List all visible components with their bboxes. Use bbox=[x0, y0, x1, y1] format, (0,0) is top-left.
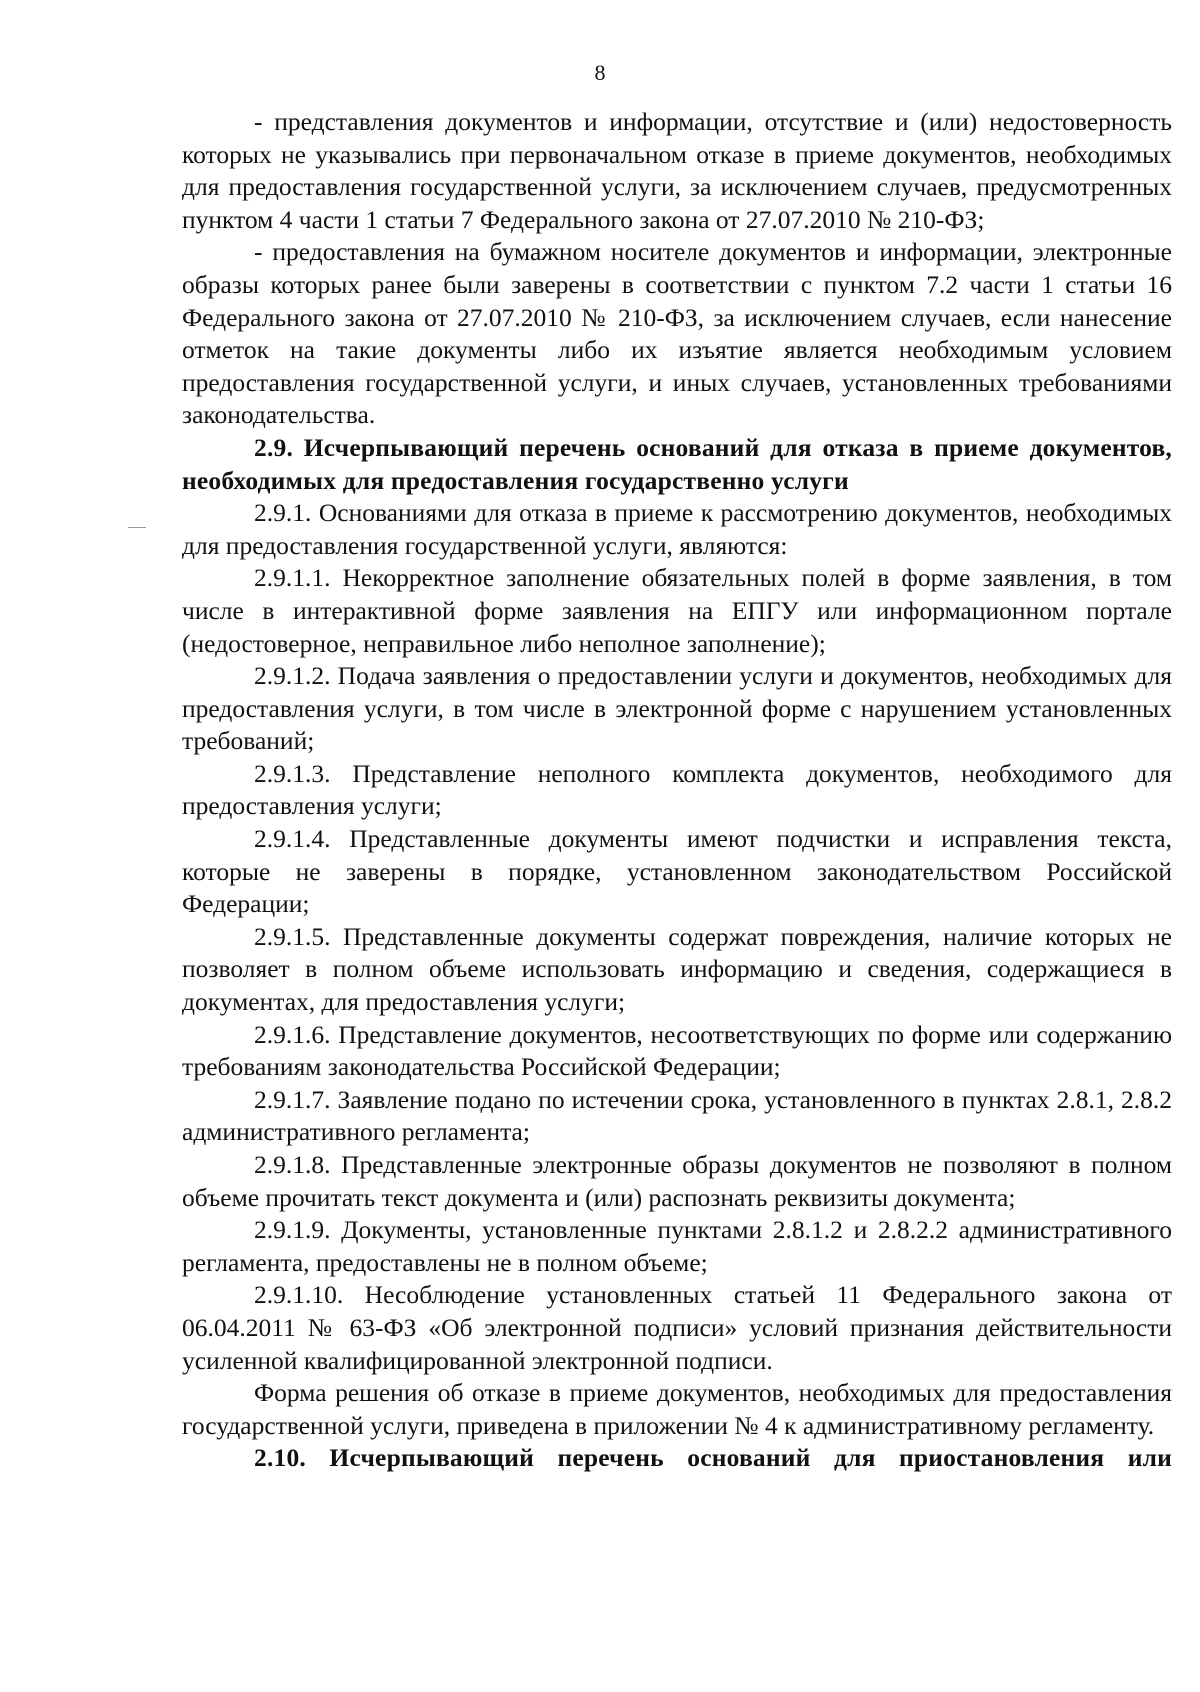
paragraph-2-9-1-7: 2.9.1.7. Заявление подано по истечении срока, установленного в пунктах 2.8.1, 2.8.2 административного регламента; bbox=[182, 1084, 1172, 1147]
paragraph-dash-2: - предоставления на бумажном носителе документов и информации, электронные образы которых ранее были заверены в соответствии с пунктом 7.2 части 1 статьи 16 Федерального закона от 27.07.2010 № 210-ФЗ, за исключением случаев, если нанесение отметок на такие документы либо их изъятие является необходимым условием предоставления государственной услуги, и иных случаев, установленных требованиями законодательства. bbox=[182, 237, 1172, 430]
paragraph-2-9-1-2: 2.9.1.2. Подача заявления о предоставлении услуги и документов, необходимых для предоставления услуги, в том числе в электронной форме с нарушением установленных требований; bbox=[182, 661, 1172, 756]
page-number: 8 bbox=[594, 60, 606, 85]
section-heading-2-10: 2.10. Исчерпывающий перечень оснований для приостановления или bbox=[254, 1443, 1172, 1473]
paragraph-2-9-1-3: 2.9.1.3. Представление неполного комплекта документов, необходимого для предоставления услуги; bbox=[182, 758, 1172, 821]
margin-mark bbox=[128, 527, 146, 528]
paragraph-2-9-1-4: 2.9.1.4. Представленные документы имеют подчистки и исправления текста, которые не заверены в порядке, установленном законодательством Российской Федерации; bbox=[182, 824, 1172, 919]
paragraph-2-9-1-1: 2.9.1.1. Некорректное заполнение обязательных полей в форме заявления, в том числе в интерактивной форме заявления на ЕПГУ или информационном портале (недостоверное, неправильное либо неполное заполнение); bbox=[182, 563, 1172, 658]
paragraph-2-9-1: 2.9.1. Основаниями для отказа в приеме к рассмотрению документов, необходимых для предоставления государственной услуги, являются: bbox=[182, 498, 1172, 560]
paragraph-2-9-1-8: 2.9.1.8. Представленные электронные образы документов не позволяют в полном объеме прочитать текст документа и (или) распознать реквизиты документа; bbox=[182, 1150, 1172, 1212]
paragraph-2-9-1-9: 2.9.1.9. Документы, установленные пунктами 2.8.1.2 и 2.8.2.2 административного регламента, предоставлены не в полном объеме; bbox=[182, 1215, 1172, 1277]
paragraph-2-9-1-5: 2.9.1.5. Представленные документы содержат повреждения, наличие которых не позволяет в полном объеме использовать информацию и сведения, содержащиеся в документах, для предоставления услуги; bbox=[182, 921, 1172, 1017]
document-body bbox=[182, 106, 1172, 1475]
paragraph-dash-1: - представления документов и информации, отсутствие и (или) недостоверность которых не указывались при первоначальном отказе в приеме документов, необходимых для предоставления государственной услуги, за исключением случаев, предусмотренных пунктом 4 части 1 статьи 7 Федерального закона от 27.07.2010 № 210-ФЗ; bbox=[182, 107, 1172, 234]
paragraph-2-9-1-10: 2.9.1.10. Несоблюдение установленных статьей 11 Федерального закона от 06.04.2011 № 63-ФЗ «Об электронной подписи» условий признания действительности усиленной квалифицированной электронной подписи. bbox=[182, 1280, 1172, 1375]
section-heading-2-9: 2.9. Исчерпывающий перечень оснований для отказа в приеме документов, необходимых для предоставления государственно услуги bbox=[182, 432, 1172, 495]
paragraph-2-9-1-6: 2.9.1.6. Представление документов, несоответствующих по форме или содержанию требованиям законодательства Российской Федерации; bbox=[182, 1019, 1172, 1082]
paragraph-refusal-form: Форма решения об отказе в приеме документов, необходимых для предоставления государственной услуги, приведена в приложении № 4 к административному регламенту. bbox=[182, 1378, 1172, 1440]
